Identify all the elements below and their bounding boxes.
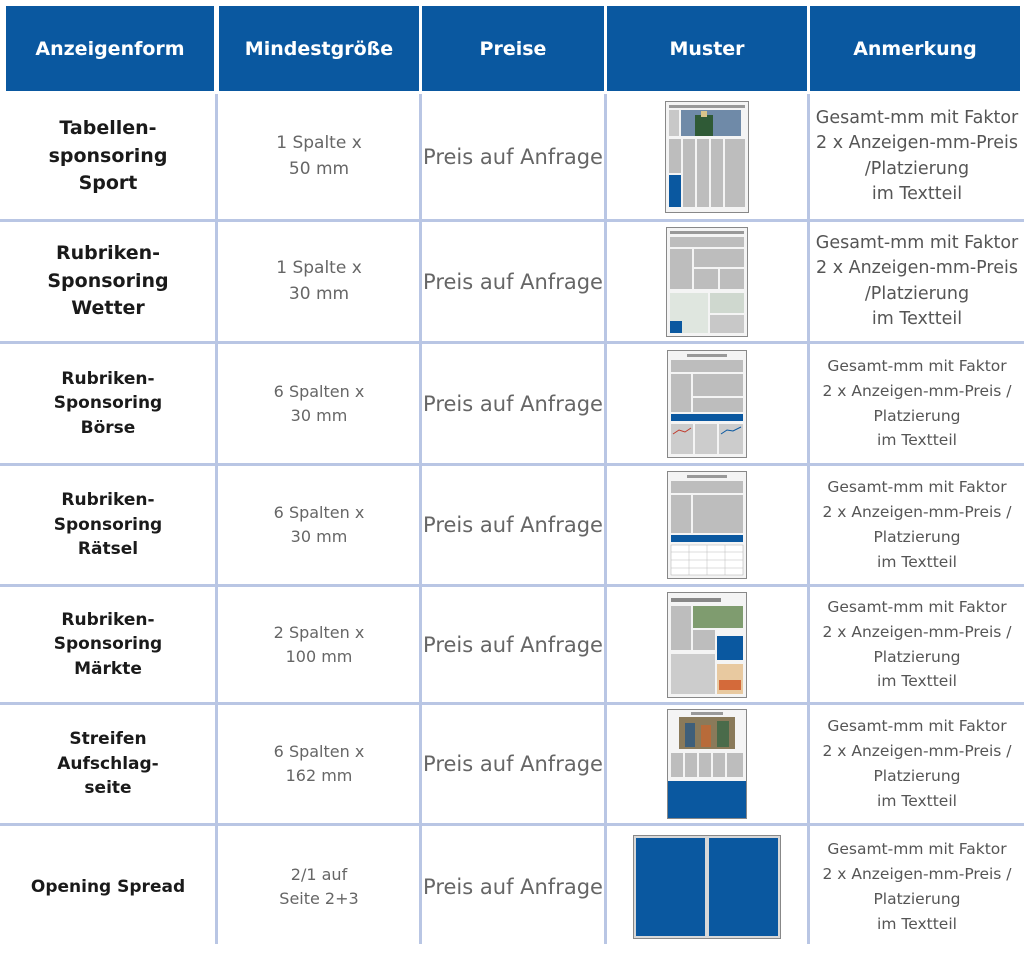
- note-line: Platzierung: [873, 406, 961, 425]
- table-row: [0, 94, 1024, 219]
- price-cell: [422, 587, 604, 702]
- newspaper-page-sport-thumbnail: [665, 101, 749, 213]
- ad-form-cell: [0, 826, 216, 948]
- min-size-line: 6 Spalten x: [273, 742, 365, 761]
- ad-form-line: sponsoring: [48, 144, 168, 167]
- min-size-line: 6 Spalten x: [273, 381, 365, 401]
- note-cell: [810, 587, 1024, 702]
- ad-form-line: Rätsel: [77, 539, 139, 560]
- price-text: Preis auf Anfrage: [423, 632, 603, 657]
- note-line: /Platzierung: [864, 283, 970, 304]
- note-line: Platzierung: [873, 528, 961, 546]
- header-mindestgroesse: Mindestgröße: [219, 6, 419, 91]
- newspaper-page-weather-thumbnail: [666, 227, 748, 337]
- note-line: im Textteil: [871, 308, 963, 329]
- min-size-cell: [219, 826, 419, 948]
- price-cell: [422, 705, 604, 823]
- note-line: 2 x Anzeigen-mm-Preis /: [822, 742, 1012, 761]
- min-size-cell: [219, 94, 419, 219]
- ad-form-line: Aufschlag-: [57, 753, 159, 774]
- note-line: 2 x Anzeigen-mm-Preis: [816, 258, 1018, 279]
- ad-form-line: Rubriken-: [61, 609, 155, 630]
- sample-cell: [607, 94, 807, 219]
- header-anzeigenform: Anzeigenform: [6, 6, 214, 91]
- ad-form-line: Rubriken-: [55, 242, 161, 265]
- price-cell: [422, 344, 604, 463]
- note-line: im Textteil: [877, 552, 957, 571]
- newspaper-page-markets-thumbnail: [667, 592, 747, 698]
- note-line: im Textteil: [877, 791, 957, 810]
- min-size-line: 1 Spalte x: [276, 258, 362, 278]
- price-cell: [422, 94, 604, 219]
- min-size-line: 1 Spalte x: [276, 133, 362, 153]
- price-text: Preis auf Anfrage: [423, 875, 603, 899]
- note-line: im Textteil: [877, 914, 957, 933]
- note-line: Platzierung: [873, 890, 961, 908]
- table-row: [0, 222, 1024, 341]
- price-text: Preis auf Anfrage: [423, 513, 603, 537]
- table-row: [0, 705, 1024, 823]
- sample-cell: [607, 222, 807, 341]
- note-line: Gesamt-mm mit Faktor: [827, 597, 1007, 616]
- ad-form-line: Sponsoring: [53, 514, 163, 535]
- note-line: im Textteil: [871, 183, 963, 204]
- min-size-cell: [219, 587, 419, 702]
- note-line: 2 x Anzeigen-mm-Preis: [816, 133, 1018, 154]
- note-line: im Textteil: [877, 431, 957, 450]
- note-line: Gesamt-mm mit Faktor: [815, 107, 1019, 128]
- ad-form-line: Börse: [80, 417, 136, 438]
- header-anmerkung: Anmerkung: [810, 6, 1020, 91]
- price-text: Preis auf Anfrage: [423, 391, 603, 416]
- ad-form-cell: [0, 344, 216, 463]
- ad-form-line: Wetter: [71, 297, 145, 320]
- note-line: im Textteil: [877, 672, 957, 691]
- ad-form-line: Streifen: [69, 729, 147, 750]
- ad-form-cell: [0, 94, 216, 219]
- min-size-cell: [219, 344, 419, 463]
- price-text: Preis auf Anfrage: [423, 144, 603, 169]
- price-cell: [422, 222, 604, 341]
- note-line: Gesamt-mm mit Faktor: [827, 356, 1007, 375]
- min-size-line: 2/1 auf: [290, 865, 348, 884]
- ad-form-line: Märkte: [74, 658, 142, 679]
- ad-form-line: Opening Spread: [30, 876, 186, 897]
- ad-form-line: Rubriken-: [61, 368, 155, 389]
- note-cell: [810, 222, 1024, 341]
- ad-form-cell: [0, 705, 216, 823]
- price-text: Preis auf Anfrage: [423, 752, 603, 776]
- min-size-line: 30 mm: [290, 405, 348, 425]
- min-size-line: Seite 2+3: [279, 889, 359, 908]
- min-size-line: 100 mm: [285, 646, 353, 666]
- min-size-line: 30 mm: [290, 527, 348, 546]
- note-line: Gesamt-mm mit Faktor: [827, 717, 1007, 736]
- ad-form-line: Tabellen-: [59, 117, 157, 140]
- newspaper-page-stock-thumbnail: [667, 350, 747, 458]
- table-row: [0, 826, 1024, 948]
- min-size-line: 162 mm: [285, 766, 353, 785]
- price-cell: [422, 826, 604, 948]
- header-muster: Muster: [607, 6, 807, 91]
- min-size-line: 30 mm: [288, 283, 350, 304]
- ad-form-line: Sponsoring: [53, 634, 163, 655]
- note-line: 2 x Anzeigen-mm-Preis /: [822, 622, 1012, 641]
- ad-form-cell: [0, 222, 216, 341]
- ad-form-line: Rubriken-: [61, 490, 155, 511]
- ad-form-cell: [0, 587, 216, 702]
- note-line: Platzierung: [873, 647, 961, 666]
- ad-form-cell: [0, 466, 216, 584]
- sample-cell: [607, 344, 807, 463]
- min-size-cell: [219, 222, 419, 341]
- newspaper-page-strip-thumbnail: [667, 709, 747, 819]
- note-line: Gesamt-mm mit Faktor: [827, 478, 1007, 497]
- table-row: [0, 344, 1024, 463]
- min-size-line: 6 Spalten x: [273, 503, 365, 522]
- min-size-line: 2 Spalten x: [273, 622, 365, 642]
- header-preise: Preise: [422, 6, 604, 91]
- sample-cell: [607, 705, 807, 823]
- note-line: Gesamt-mm mit Faktor: [815, 232, 1019, 253]
- newspaper-page-puzzle-thumbnail: [667, 471, 747, 579]
- ad-form-line: Sponsoring: [53, 393, 163, 414]
- ad-form-line: seite: [84, 778, 132, 799]
- note-line: Gesamt-mm mit Faktor: [827, 840, 1007, 859]
- min-size-line: 50 mm: [288, 158, 350, 179]
- note-line: /Platzierung: [864, 158, 970, 179]
- note-cell: [810, 94, 1024, 219]
- min-size-cell: [219, 705, 419, 823]
- price-cell: [422, 466, 604, 584]
- note-line: Platzierung: [873, 767, 961, 785]
- note-cell: [810, 344, 1024, 463]
- note-line: 2 x Anzeigen-mm-Preis /: [822, 381, 1012, 400]
- note-line: 2 x Anzeigen-mm-Preis /: [822, 865, 1012, 884]
- sample-cell: [607, 587, 807, 702]
- double-page-spread-thumbnail: [633, 835, 781, 939]
- note-cell: [810, 466, 1024, 584]
- ad-form-line: Sport: [78, 172, 138, 195]
- min-size-cell: [219, 466, 419, 584]
- note-cell: [810, 705, 1024, 823]
- table-row: [0, 587, 1024, 702]
- sample-cell: [607, 826, 807, 948]
- price-text: Preis auf Anfrage: [423, 269, 603, 294]
- note-cell: [810, 826, 1024, 948]
- ad-form-line: Sponsoring: [47, 269, 169, 292]
- note-line: 2 x Anzeigen-mm-Preis /: [822, 503, 1012, 522]
- table-row: [0, 466, 1024, 584]
- sample-cell: [607, 466, 807, 584]
